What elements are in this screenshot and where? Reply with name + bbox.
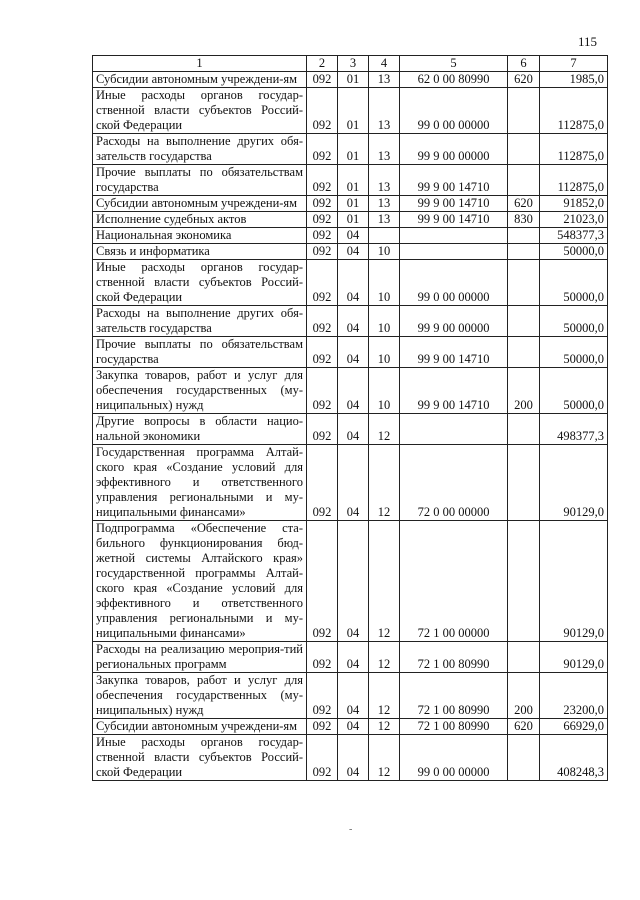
table-row (93, 521, 608, 642)
column-header: 5 (400, 56, 508, 72)
code-subsection: 12 (369, 735, 400, 781)
code-expense-type (508, 228, 540, 244)
code-expense-type (508, 414, 540, 445)
row-description: Исполнение судебных актов (93, 212, 307, 228)
code-grbs: 092 (307, 134, 338, 165)
code-grbs: 092 (307, 642, 338, 673)
code-target-article: 72 1 00 80990 (400, 719, 508, 735)
column-header: 2 (307, 56, 338, 72)
table-body (93, 72, 608, 781)
code-expense-type (508, 521, 540, 642)
code-target-article: 99 9 00 14710 (400, 337, 508, 368)
code-grbs: 092 (307, 165, 338, 196)
row-description: Другие вопросы в области нацио-нальной экономики (93, 414, 307, 445)
table-row (93, 165, 608, 196)
code-section: 04 (338, 337, 369, 368)
code-section: 04 (338, 244, 369, 260)
column-header: 6 (508, 56, 540, 72)
code-grbs: 092 (307, 368, 338, 414)
code-grbs: 092 (307, 445, 338, 521)
code-grbs: 092 (307, 88, 338, 134)
row-description: Прочие выплаты по обязательствам государства (93, 165, 307, 196)
header-row (93, 56, 608, 72)
code-grbs: 092 (307, 414, 338, 445)
code-target-article: 72 1 00 80990 (400, 673, 508, 719)
code-section: 01 (338, 88, 369, 134)
code-section: 04 (338, 735, 369, 781)
row-description: Национальная экономика (93, 228, 307, 244)
code-subsection: 12 (369, 414, 400, 445)
code-subsection: 13 (369, 134, 400, 165)
amount: 1985,0 (540, 72, 608, 88)
table-row (93, 642, 608, 673)
code-expense-type (508, 337, 540, 368)
row-description: Субсидии автономным учреждени-ям (93, 72, 307, 88)
code-section: 04 (338, 521, 369, 642)
code-grbs: 092 (307, 244, 338, 260)
code-grbs: 092 (307, 673, 338, 719)
row-description: Расходы на выполнение других обя-зательств государства (93, 306, 307, 337)
code-subsection: 13 (369, 212, 400, 228)
code-section: 01 (338, 196, 369, 212)
amount: 90129,0 (540, 445, 608, 521)
code-section: 04 (338, 368, 369, 414)
code-subsection: 10 (369, 368, 400, 414)
code-target-article: 99 0 00 00000 (400, 88, 508, 134)
amount: 50000,0 (540, 244, 608, 260)
table-row (93, 228, 608, 244)
code-expense-type (508, 88, 540, 134)
code-section: 04 (338, 228, 369, 244)
table-row (93, 368, 608, 414)
code-grbs: 092 (307, 337, 338, 368)
code-expense-type (508, 165, 540, 196)
code-grbs: 092 (307, 735, 338, 781)
row-description: Закупка товаров, работ и услуг для обеспечения государственных (му-ниципальных) нужд (93, 673, 307, 719)
code-expense-type (508, 134, 540, 165)
code-target-article: 99 9 00 14710 (400, 212, 508, 228)
code-subsection: 12 (369, 719, 400, 735)
code-expense-type (508, 445, 540, 521)
amount: 90129,0 (540, 521, 608, 642)
code-expense-type (508, 306, 540, 337)
budget-table (92, 55, 608, 781)
amount: 23200,0 (540, 673, 608, 719)
amount: 50000,0 (540, 337, 608, 368)
code-grbs: 092 (307, 228, 338, 244)
code-section: 01 (338, 134, 369, 165)
code-target-article: 99 9 00 14710 (400, 196, 508, 212)
amount: 112875,0 (540, 134, 608, 165)
column-header: 7 (540, 56, 608, 72)
row-description: Расходы на выполнение других обя-зательств государства (93, 134, 307, 165)
code-target-article: 72 0 00 00000 (400, 445, 508, 521)
code-target-article (400, 228, 508, 244)
code-expense-type (508, 244, 540, 260)
amount: 498377,3 (540, 414, 608, 445)
code-expense-type (508, 735, 540, 781)
amount: 90129,0 (540, 642, 608, 673)
table-row (93, 735, 608, 781)
amount: 50000,0 (540, 260, 608, 306)
code-subsection: 13 (369, 196, 400, 212)
code-target-article: 99 9 00 14710 (400, 368, 508, 414)
code-grbs: 092 (307, 196, 338, 212)
code-section: 01 (338, 212, 369, 228)
amount: 408248,3 (540, 735, 608, 781)
row-description: Субсидии автономным учреждени-ям (93, 719, 307, 735)
code-subsection: 12 (369, 521, 400, 642)
row-description: Подпрограмма «Обеспечение ста-бильного функционирования бюд-жетной системы Алтайского края» государственной программы Алтай-ского края «Создание условий для эффективного и ответственного управления региональными и му-ниципальными финансами» (93, 521, 307, 642)
code-target-article: 99 9 00 00000 (400, 306, 508, 337)
row-description: Субсидии автономным учреждени-ям (93, 196, 307, 212)
column-header: 3 (338, 56, 369, 72)
row-description: Расходы на реализацию мероприя-тий региональных программ (93, 642, 307, 673)
code-target-article: 72 1 00 80990 (400, 642, 508, 673)
code-expense-type: 200 (508, 368, 540, 414)
row-description: Государственная программа Алтай-ского края «Создание условий для эффективного и ответственного управления региональными и му-ниципальными финансами» (93, 445, 307, 521)
code-target-article: 72 1 00 00000 (400, 521, 508, 642)
code-subsection: 13 (369, 88, 400, 134)
code-target-article: 99 0 00 00000 (400, 260, 508, 306)
page-number: 115 (578, 34, 598, 49)
table-row (93, 673, 608, 719)
code-target-article: 99 9 00 14710 (400, 165, 508, 196)
amount: 112875,0 (540, 165, 608, 196)
code-subsection: 13 (369, 165, 400, 196)
code-section: 01 (338, 72, 369, 88)
code-subsection: 12 (369, 445, 400, 521)
table-row (93, 260, 608, 306)
code-subsection: 13 (369, 72, 400, 88)
code-expense-type: 200 (508, 673, 540, 719)
table-row (93, 212, 608, 228)
code-expense-type (508, 642, 540, 673)
table-row (93, 337, 608, 368)
code-subsection (369, 228, 400, 244)
column-header: 4 (369, 56, 400, 72)
table-row (93, 445, 608, 521)
table-row (93, 719, 608, 735)
row-description: Закупка товаров, работ и услуг для обеспечения государственных (му-ниципальных) нужд (93, 368, 307, 414)
row-description: Иные расходы органов государ-ственной власти субъектов Россий-ской Федерации (93, 88, 307, 134)
code-grbs: 092 (307, 719, 338, 735)
amount: 112875,0 (540, 88, 608, 134)
code-subsection: 10 (369, 306, 400, 337)
code-section: 04 (338, 445, 369, 521)
code-expense-type: 620 (508, 719, 540, 735)
code-expense-type (508, 260, 540, 306)
table-row (93, 134, 608, 165)
code-grbs: 092 (307, 72, 338, 88)
amount: 50000,0 (540, 368, 608, 414)
code-subsection: 10 (369, 244, 400, 260)
row-description: Связь и информатика (93, 244, 307, 260)
footer-mark: - (349, 824, 353, 835)
code-grbs: 092 (307, 260, 338, 306)
code-grbs: 092 (307, 306, 338, 337)
code-subsection: 12 (369, 642, 400, 673)
table-row (93, 306, 608, 337)
amount: 91852,0 (540, 196, 608, 212)
code-target-article: 62 0 00 80990 (400, 72, 508, 88)
code-section: 04 (338, 306, 369, 337)
code-subsection: 10 (369, 337, 400, 368)
code-section: 01 (338, 165, 369, 196)
table-row (93, 414, 608, 445)
code-section: 04 (338, 673, 369, 719)
code-subsection: 12 (369, 673, 400, 719)
amount: 50000,0 (540, 306, 608, 337)
amount: 21023,0 (540, 212, 608, 228)
table-row (93, 196, 608, 212)
code-expense-type: 620 (508, 196, 540, 212)
code-target-article (400, 244, 508, 260)
amount: 66929,0 (540, 719, 608, 735)
code-expense-type: 620 (508, 72, 540, 88)
code-grbs: 092 (307, 212, 338, 228)
code-section: 04 (338, 414, 369, 445)
code-expense-type: 830 (508, 212, 540, 228)
code-section: 04 (338, 260, 369, 306)
row-description: Иные расходы органов государ-ственной власти субъектов Россий-ской Федерации (93, 260, 307, 306)
table-row (93, 72, 608, 88)
code-section: 04 (338, 642, 369, 673)
table-row (93, 244, 608, 260)
amount: 548377,3 (540, 228, 608, 244)
column-header: 1 (93, 56, 307, 72)
code-target-article: 99 0 00 00000 (400, 735, 508, 781)
code-subsection: 10 (369, 260, 400, 306)
row-description: Иные расходы органов государ-ственной власти субъектов Россий-ской Федерации (93, 735, 307, 781)
code-grbs: 092 (307, 521, 338, 642)
code-section: 04 (338, 719, 369, 735)
table-row (93, 88, 608, 134)
row-description: Прочие выплаты по обязательствам государства (93, 337, 307, 368)
code-target-article (400, 414, 508, 445)
code-target-article: 99 9 00 00000 (400, 134, 508, 165)
